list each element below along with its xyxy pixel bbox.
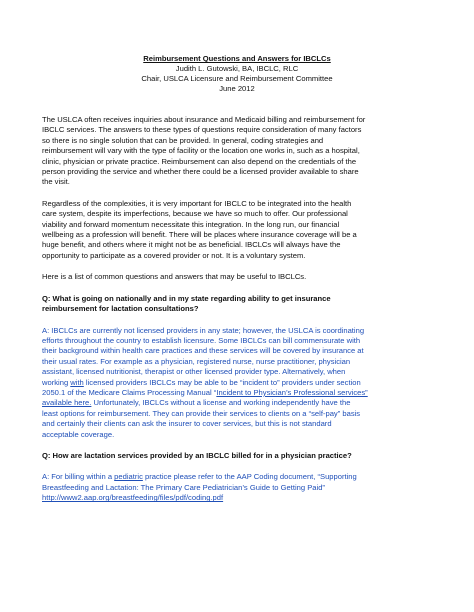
date-line: June 2012 xyxy=(219,84,255,93)
text-line: least options for reimbursement. They can provide their services to clients on a “self-pay” basis xyxy=(42,408,361,418)
text-line: IBCLC services. The answers to these types of questions require consideration of many factors xyxy=(42,125,362,135)
committee-line: Chair, USLCA Licensure and Reimbursement Committee xyxy=(141,74,333,83)
document-header xyxy=(42,54,432,94)
text-line: huge benefit, and others where it might not be as beneficial. IBCLCs will always have the xyxy=(42,240,341,250)
text-line: assistant, licensed nutritionist, therapist or other licensed provider type. Alternatively, when xyxy=(42,367,346,377)
answer-1 xyxy=(42,326,432,440)
document-title: Reimbursement Questions and Answers for IBCLCs xyxy=(143,54,331,63)
text-line: Breastfeeding and Lactation: The Primary Care Pediatrician’s Guide to Getting Paid” xyxy=(42,482,325,492)
question-1 xyxy=(42,294,432,315)
text-line: the visit. xyxy=(42,177,70,187)
pediatric-link[interactable]: pediatric xyxy=(114,472,143,482)
text-line: person providing the service and whether there could be a licensed provider available to share xyxy=(42,167,359,177)
text-line xyxy=(42,398,432,408)
text-line: acceptable coverage. xyxy=(42,429,115,439)
author-line: Judith L. Gutowski, BA, IBCLC, RLC xyxy=(175,64,299,73)
text-line: wellbeing as a profession will benefit. There will be places where insurance coverage will be a xyxy=(42,230,357,240)
intro-paragraph-3: Here is a list of common questions and answers that may be useful to IBCLCs. xyxy=(42,272,307,282)
intro-paragraph-2 xyxy=(42,199,432,261)
text-span: Unfortunately, IBCLCs without a license and working independently have the xyxy=(91,398,351,408)
text-span: working xyxy=(42,377,71,387)
text-line: The USLCA often receives inquiries about insurance and Medicaid billing and reimbursement for xyxy=(42,115,366,124)
text-line: so there is no single solution that can be provided. In general, coding strategies and xyxy=(42,135,324,145)
aap-coding-pdf-link[interactable]: http://www2.aap.org/breastfeeding/files/pdf/coding.pdf xyxy=(42,493,224,503)
text-line: their usual rates. For example as a physician, registered nurse, nurse practitioner, physician xyxy=(42,356,351,366)
text-line xyxy=(42,388,432,398)
text-line: A: IBCLCs are currently not licensed providers in any state; however, the USLCA is coordinating xyxy=(42,325,365,335)
text-line: Regardless of the complexities, it is very important for IBCLC to be integrated into the health xyxy=(42,198,352,208)
question-2: Q: How are lactation services provided by an IBCLC billed for in a physician practice? xyxy=(42,450,352,460)
text-line: reimbursement will vary with the type of facility or the location one works in, such as a hospital, xyxy=(42,146,360,156)
text-line: Q: What is going on nationally and in my state regarding ability to get insurance xyxy=(42,293,331,303)
emphasis-with: with xyxy=(70,377,84,387)
text-line: care system, despite its imperfections, because we have so much to offer. Our professional xyxy=(42,209,348,219)
text-line: and certainly their clients can ask the insurer to cover services, but this is not standard xyxy=(42,419,332,429)
text-line: opportunity to participate as a covered provider or not. It is a voluntary system. xyxy=(42,250,306,260)
text-line: viability and forward momentum necessitate this integration. In the long run, our financial xyxy=(42,219,340,229)
text-span: practice please refer to the AAP Coding document, “Supporting xyxy=(142,472,357,482)
available-here-link[interactable]: available here. xyxy=(42,398,92,408)
text-span: A: For billing within a xyxy=(42,472,115,482)
text-span: licensed providers IBCLCs may be able to be “incident to” providers under section xyxy=(83,377,361,387)
text-line: efforts throughout the country to establish licensure. Some IBCLCs can bill commensurate with xyxy=(42,335,361,345)
text-line xyxy=(42,378,432,388)
text-line: their background within health care practices and these services will be covered by insurance at xyxy=(42,346,364,356)
text-line: reimbursement for lactation consultations? xyxy=(42,304,199,314)
text-line xyxy=(42,472,432,482)
incident-to-link[interactable]: Incident to Physician’s Professional services” xyxy=(216,387,368,397)
intro-paragraph-1 xyxy=(42,115,432,188)
text-line: clinic, physician or private practice. Reimbursement can also depend on the credentials of the xyxy=(42,156,357,166)
text-line xyxy=(42,493,432,503)
answer-2 xyxy=(42,472,432,503)
text-span: 2050.1 of the Medicare Claims Processing Manual “ xyxy=(42,387,217,397)
